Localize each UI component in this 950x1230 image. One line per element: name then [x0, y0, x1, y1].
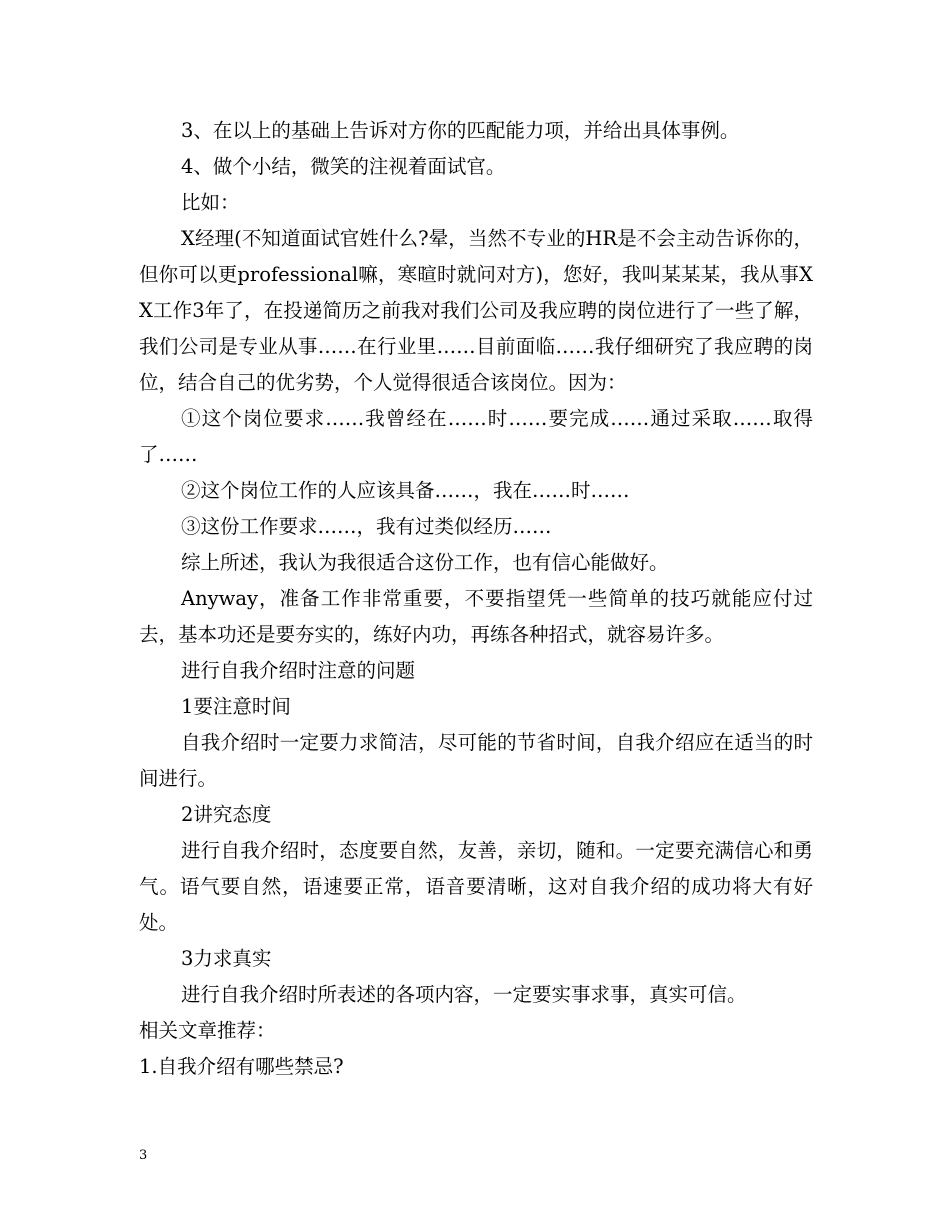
paragraph: 4、做个小结，微笑的注视着面试官。 [181, 155, 506, 178]
paragraph: 3、在以上的基础上告诉对方你的匹配能力项，并给出具体事例。 [181, 119, 740, 142]
section-heading: 进行自我介绍时注意的问题 [181, 659, 416, 682]
paragraph: 综上所述，我认为我很适合这份工作，也有信心能做好。 [181, 551, 669, 574]
paragraph: ③这份工作要求……，我有过类似经历…… [181, 515, 552, 538]
paragraph: ②这个岗位工作的人应该具备……，我在……时…… [181, 479, 630, 502]
subheading: 1要注意时间 [181, 695, 291, 718]
subheading: 3力求真实 [181, 947, 272, 970]
paragraph: 进行自我介绍时所表述的各项内容，一定要实事求事，真实可信。 [181, 983, 747, 1006]
paragraph: Anyway，准备工作非常重要，不要指望凭一些简单的技巧就能应付过去，基本功还是要夯实的，练好内功，再练各种招式，就容易许多。 [139, 587, 813, 646]
document-body [139, 113, 813, 1085]
paragraph: 进行自我介绍时，态度要自然，友善，亲切，随和。一定要充满信心和勇气。语气要自然，语速要正常，语音要清晰，这对自我介绍的成功将大有好处。 [139, 839, 813, 934]
subheading: 2讲究态度 [181, 803, 272, 826]
page-number: 3 [139, 1148, 148, 1163]
paragraph: ①这个岗位要求……我曾经在……时……要完成……通过采取……取得了…… [139, 407, 813, 466]
related-article-link[interactable]: 1.自我介绍有哪些禁忌? [139, 1055, 344, 1078]
related-articles-heading: 相关文章推荐： [139, 1019, 276, 1042]
paragraph: 比如： [181, 191, 240, 214]
paragraph: X经理(不知道面试官姓什么?晕，当然不专业的HR是不会主动告诉你的，但你可以更professional嘛，寒暄时就问对方)，您好，我叫某某某，我从事XX工作3年了，在投递简历之前我对我们公司及我应聘的岗位进行了一些了解，我们公司是专业从事……在行业里……目前面临……我仔细研究了我应聘的岗位，结合自己的优劣势，个人觉得很适合该岗位。因为： [139, 227, 813, 394]
paragraph: 自我介绍时一定要力求简洁，尽可能的节省时间，自我介绍应在适当的时间进行。 [139, 731, 813, 790]
